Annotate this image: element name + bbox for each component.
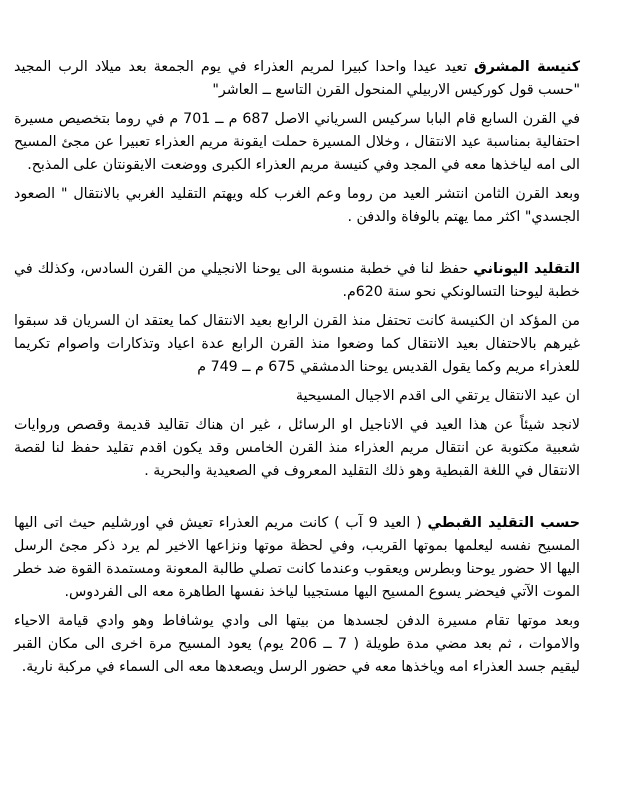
paragraph-coptic-legends: لانجد شيئاً عن هذا العيد في الاناجيل او الرسائل ، غير ان هناك تقاليد قديمة وقصص وروايات شعبية مكتوبة عن انتقال مريم العذراء منذ القرن الخامس وقد يكون اقدم تقليد حفظ لنا لقصة الانتقال في اللغة القبطية وهو ذلك التقليد المعروف في الصعيدية والبحرية .	[14, 417, 580, 479]
paragraph-eighth-century: وبعد القرن الثامن انتشر العيد من روما وعم الغرب كله ويهتم التقليد الغربي بالانتقال " الصعود الجسدي" اكثر مما يهتم بالوفاة والدفن .	[14, 186, 580, 225]
paragraph-church-of-east	[14, 56, 580, 102]
paragraph-greek-tradition	[14, 258, 580, 304]
paragraph-fourth-century: من المؤكد ان الكنيسة كانت تحتفل منذ القرن الرابع بعيد الانتقال كما يعتقد ان السريان قد سبقوا غيرهم بالاحتفال بعيد الانتقال كما وضعوا منذ القرن الرابع عدة اعياد وتذكارات واصوام تكريما للعذراء مريم وكما يقول القديس يوحنا الدمشقي 675 م ــ 749 م	[14, 313, 580, 375]
paragraph-coptic-tradition	[14, 512, 580, 604]
paragraph-coptic-tradition-text: ( العيد 9 آب ) كانت مريم العذراء تعيش في اورشليم حيث اتى اليها المسيح نفسه ليعلمها بموتها القريب، وفي لحظة موتها ونزاعها الاخير لم يرد ذكر مجئ الرسل اليها الا حضور يوحنا وبطرس ويعقوب وعندما كانت تصلي طالبة المعونة ومستمدة القوة ضد خطر الموت الآتي فيحضر يسوع المسيح اليها مستجيبا لياخذ نفسها الطاهرة معه الى الفردوس.	[14, 515, 580, 600]
paragraph-oldest-generations: ان عيد الانتقال يرتقي الى اقدم الاجيال المسيحية	[295, 388, 580, 404]
paragraph-burial-procession: وبعد موتها تقام مسيرة الدفن لجسدها من بيتها الى وادي يوشافاط وهو وادي قيامة الاحياء والاموات ، ثم بعد مضي مدة طويلة ( 7 ــ 206 يوم) يعود المسيح مرة اخرى الى مكان القبر ليقيم جسد العذراء امه وياخذها معه في حضور الرسل ويصعدها معه الى السماء في مركبة نارية.	[14, 613, 580, 675]
paragraph-greek-tradition-text: حفظ لنا في خطبة منسوبة الى يوحنا الانجيلي من القرن السادس، وكذلك في خطبة ليوحنا التسالونكي نحو سنة 620م.	[14, 261, 580, 300]
heading-church-of-east: كنيسة المشرق	[474, 59, 580, 75]
paragraph-church-of-east-text: تعيد عيدا واحدا كبيرا لمريم العذراء في يوم الجمعة بعد ميلاد الرب المجيد "حسب قول كوركيس الاربيلي المنحول القرن التاسع ــ العاشر"	[14, 59, 580, 98]
heading-coptic-tradition: حسب التقليد القبطي	[427, 515, 580, 531]
paragraph-seventh-century: في القرن السابع قام البابا سركيس السرياني الاصل 687 م ــ 701 م في روما بتخصيص مسيرة احتفالية بمناسبة عيد الانتقال ، وخلال المسيرة حملت ايقونة مريم العذراء تعبيرا عن مجئ المسيح الى امه لياخذها معه في المجد وفي كنيسة مريم العذراء الكبرى ووضعت الايقونتان على المذبح.	[14, 111, 580, 173]
heading-greek-tradition: التقليد اليوناني	[473, 261, 581, 277]
